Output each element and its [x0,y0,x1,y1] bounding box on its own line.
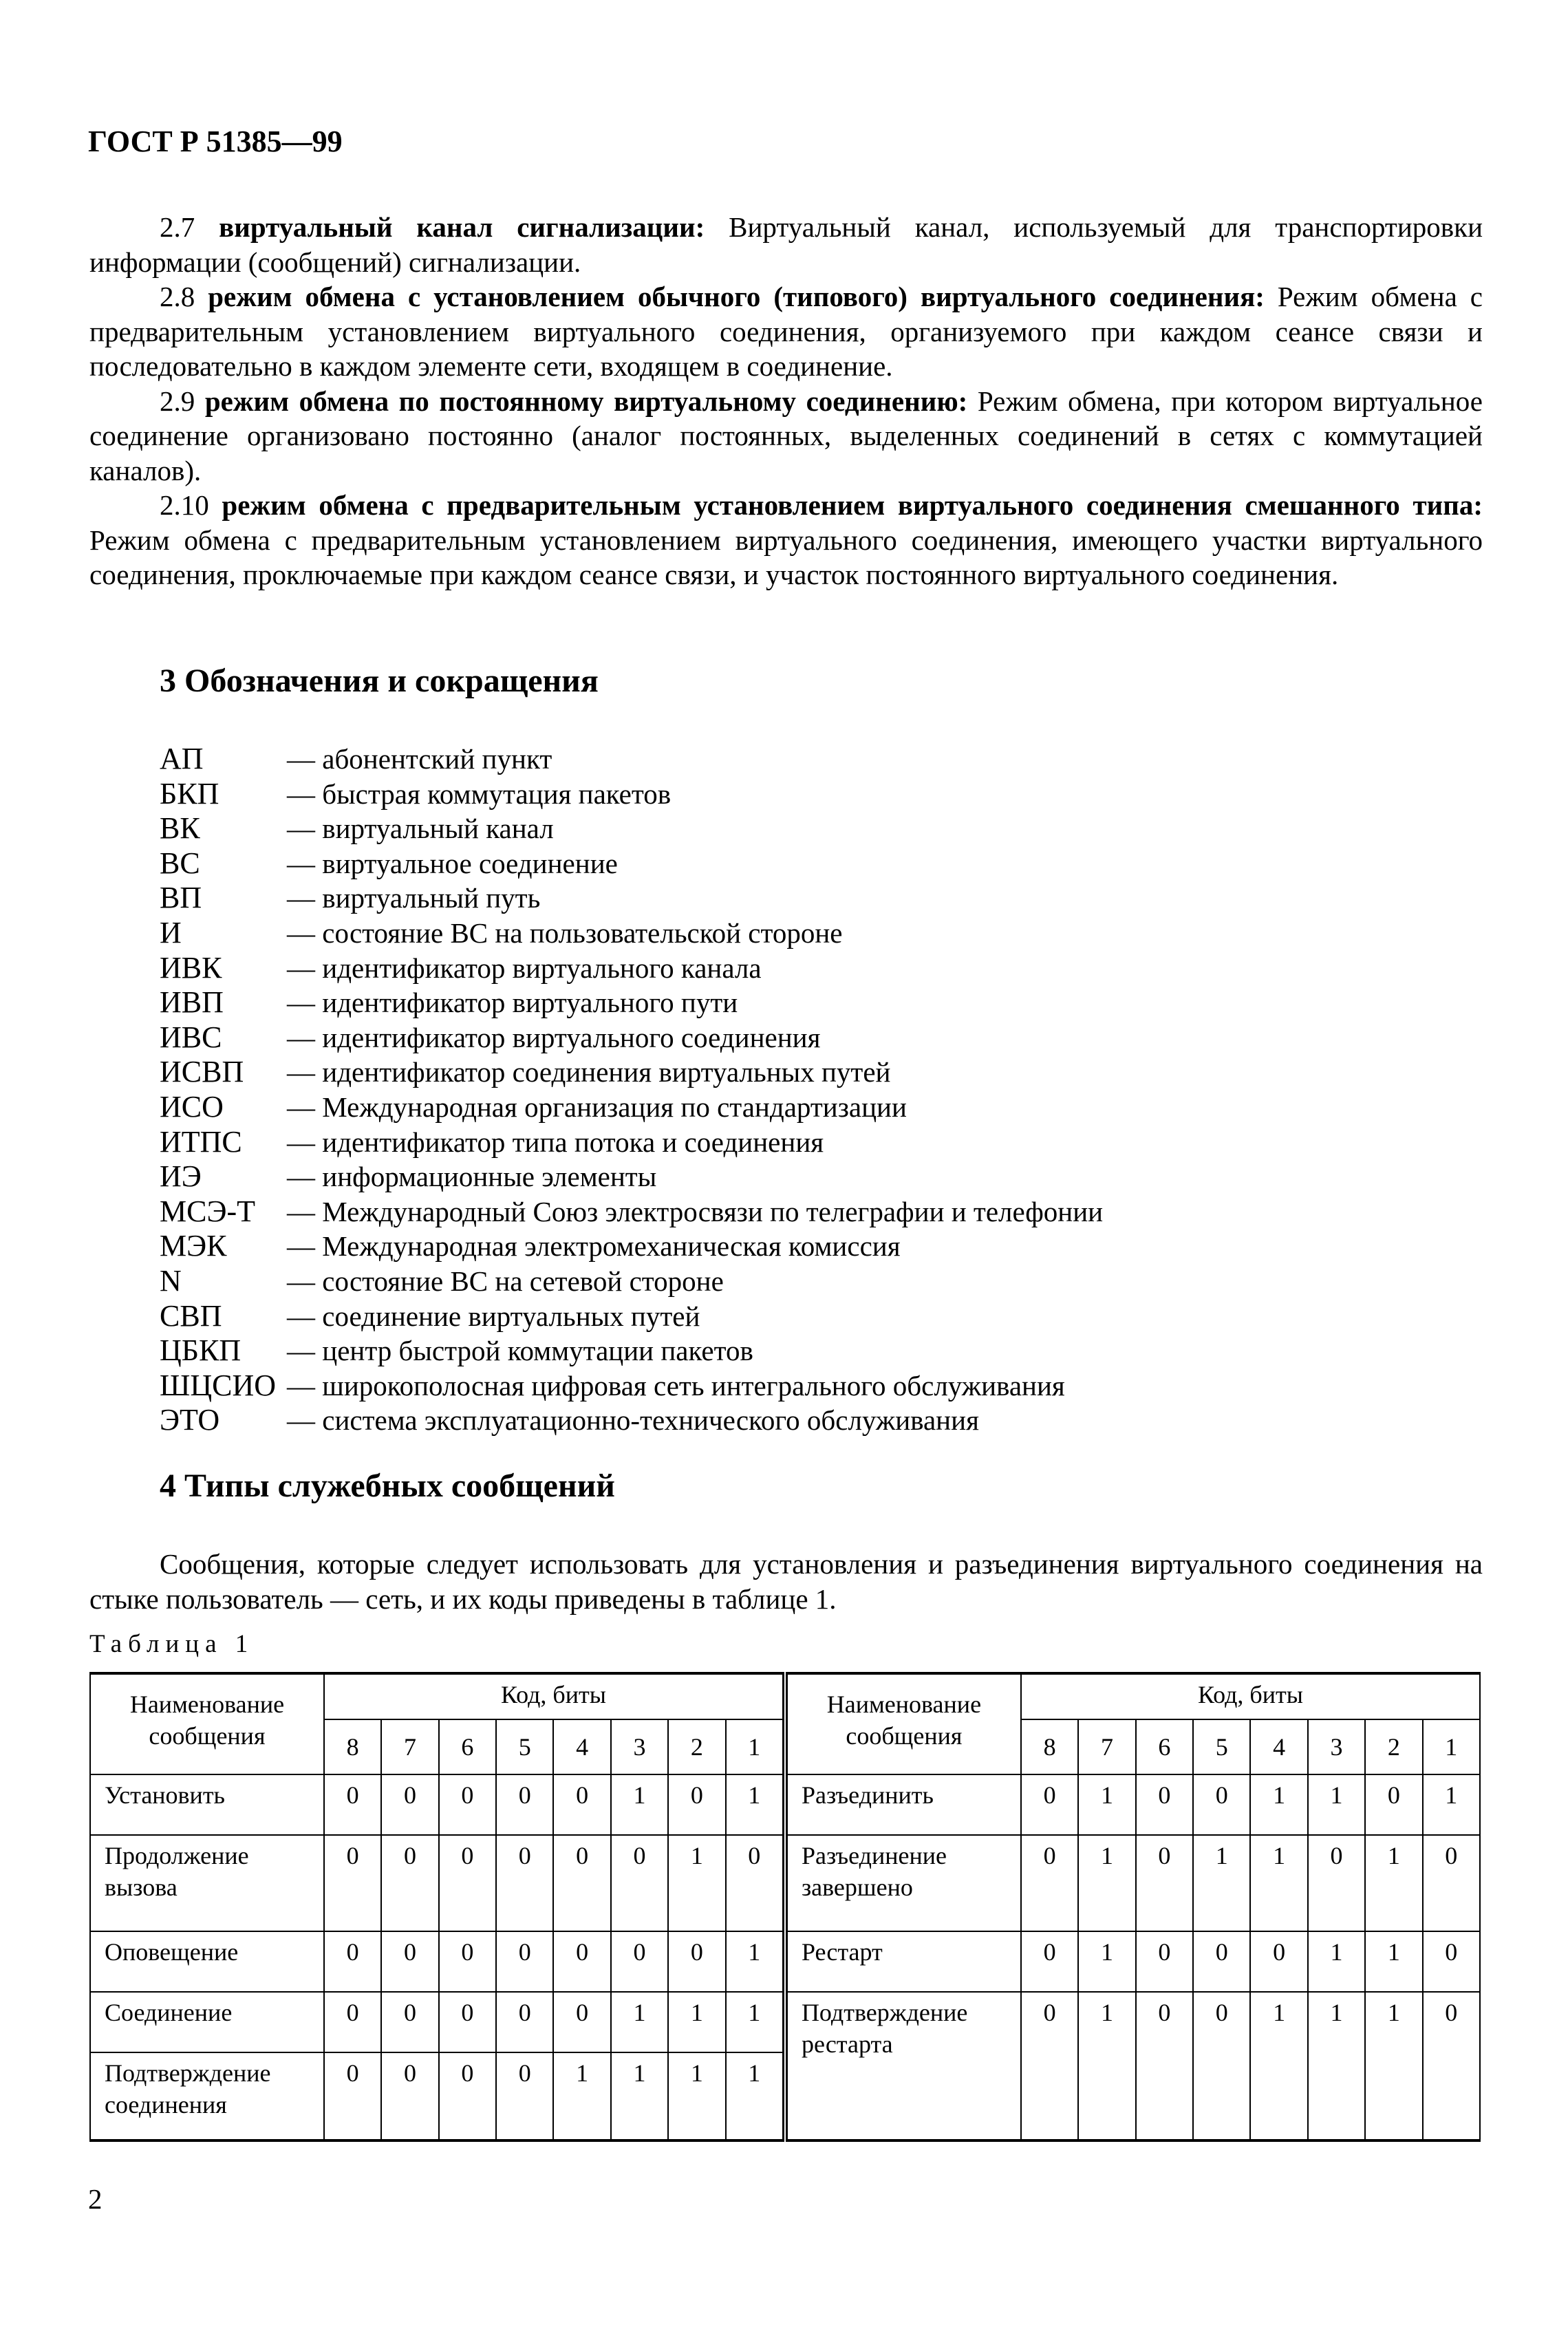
table-cell: 0 [381,1931,438,1992]
table-cell: 1 [1365,1835,1422,1931]
table-cell: 1 [611,1992,668,2052]
table-cell: 0 [496,2052,553,2140]
abbreviation-item [160,1194,1103,1230]
definition-text: Виртуальный канал, используемый для транспортировки информации (сообщений) сигнализации. [89,211,1483,278]
table-cell: 0 [439,1992,496,2052]
abbreviation-description: — соединение виртуальных путей [287,1300,700,1332]
definition-text: Режим обмена с предварительным установлением виртуального соединения, имеющего участки виртуального соединения, проключаемые при каждом сеансе связи, и участок постоянного виртуального соединения. [89,524,1483,590]
table-cell: 0 [1021,1835,1078,1931]
table-cell: 5 [496,1719,553,1774]
table-cell: 8 [1021,1719,1078,1774]
table-cell: Подтверждение соединения [90,2052,324,2140]
table-cell: Наименование сообщения [90,1673,324,1774]
table-cell: 1 [553,2052,610,2140]
table-cell: 1 [1365,1931,1422,1992]
abbreviation-description: — виртуальный путь [287,882,541,914]
table-cell: 1 [668,1992,725,2052]
table-cell: 0 [1193,1931,1250,1992]
table-cell: 1 [668,1835,725,1931]
abbreviation-item [160,1299,1103,1334]
definition-number: 2.9 [160,385,195,417]
table-cell: 0 [553,1931,610,1992]
table-cell: 0 [1423,1992,1481,2140]
section-4-title: 4 Типы служебных сообщений [160,1468,615,1504]
abbreviation-item [160,742,1103,777]
table-cell: 0 [1021,1931,1078,1992]
table-cell: 0 [1250,1931,1307,1992]
abbreviation-item [160,777,1103,812]
table-cell: 1 [1078,1835,1135,1931]
table-cell: 6 [1136,1719,1193,1774]
table-cell: 0 [381,1774,438,1835]
table-cell: 0 [553,1992,610,2052]
table-cell: 0 [1136,1931,1193,1992]
abbreviation-item [160,1159,1103,1194]
table-cell: 1 [611,1774,668,1835]
abbreviation: ЭТО [160,1403,220,1437]
table-cell: 0 [1365,1774,1422,1835]
table-cell: 0 [668,1931,725,1992]
table-cell: Установить [90,1774,324,1835]
table-cell: 0 [1136,1774,1193,1835]
definition-2-9 [89,384,1483,489]
abbreviation-item [160,1090,1103,1125]
table-cell: Рестарт [785,1931,1021,1992]
table-cell: 1 [611,2052,668,2140]
table-cell: 1 [726,1719,785,1774]
table-cell: 0 [324,1774,381,1835]
definitions [89,210,1483,592]
table-cell: 1 [1308,1992,1365,2140]
table-cell: Код, биты [324,1673,785,1719]
table-cell: 1 [1078,1931,1135,1992]
abbreviation-description: — система эксплуатационно-технического обслуживания [287,1404,979,1437]
abbreviation-item [160,1020,1103,1055]
abbreviation: И [160,915,182,949]
table-row [90,1931,1480,1992]
table-cell: 1 [1078,1992,1135,2140]
table-cell: 0 [1423,1931,1481,1992]
abbreviation-description: — виртуальное соединение [287,847,618,879]
definition-term: режим обмена с предварительным установлением виртуального соединения смешанного типа: [222,489,1483,521]
abbreviation-item [160,846,1103,881]
table-cell: 0 [1193,1774,1250,1835]
table-cell: 1 [726,2052,785,2140]
abbreviation-description: — центр быстрой коммутации пакетов [287,1335,753,1367]
table-cell: 0 [1308,1835,1365,1931]
table-cell: 8 [324,1719,381,1774]
table-row [90,1992,1480,2052]
table-cell: 1 [1250,1835,1307,1931]
table-cell: Разъединение завершено [785,1835,1021,1931]
page-number: 2 [88,2183,103,2215]
table-cell: 2 [1365,1719,1422,1774]
section-4-paragraph: Сообщения, которые следует использовать для установления и разъединения виртуального соединения на стыке пользователь — сеть, и их коды приведены в таблице 1. [89,1548,1483,1615]
message-codes-table [89,1672,1481,2142]
abbreviation-description: — абонентский пункт [287,743,552,775]
table-caption: Таблица 1 [89,1630,255,1658]
abbreviation-item [160,985,1103,1020]
abbreviation: МСЭ-Т [160,1194,256,1228]
table-cell: 0 [439,1835,496,1931]
definition-number: 2.10 [160,489,209,521]
table-cell: 1 [726,1992,785,2052]
table-cell: 3 [1308,1719,1365,1774]
table-cell: 0 [496,1931,553,1992]
abbreviation: ИВК [160,950,222,985]
table-cell: 1 [1250,1774,1307,1835]
abbreviation-description: — Международная организация по стандартизации [287,1091,907,1123]
table-cell: 0 [1423,1835,1481,1931]
table-cell: 1 [1250,1992,1307,2140]
abbreviation-description: — виртуальный канал [287,813,554,845]
abbreviation: ИСВП [160,1055,244,1089]
definition-text: Режим обмена, при котором виртуальное соединение организовано постоянно (аналог постоянных, выделенных соединений в сетях с коммутацией каналов). [89,385,1483,486]
table-cell: 0 [726,1835,785,1931]
abbreviation-item [160,951,1103,986]
abbreviation-description: — Международный Союз электросвязи по телеграфии и телефонии [287,1195,1104,1227]
table-cell: 0 [1021,1774,1078,1835]
abbreviation: АП [160,742,204,775]
document-header: ГОСТ Р 51385—99 [88,125,343,158]
abbreviation: ИЭ [160,1159,202,1194]
table-cell: 0 [553,1774,610,1835]
table-cell: 0 [496,1774,553,1835]
table-cell: 0 [381,1992,438,2052]
table-cell: 0 [611,1931,668,1992]
table-cell: 1 [668,2052,725,2140]
abbreviation-item [160,1264,1103,1299]
abbreviation-description: — идентификатор соединения виртуальных путей [287,1056,891,1088]
abbreviation-description: — идентификатор виртуального пути [287,987,738,1019]
definition-number: 2.8 [160,281,195,312]
table-cell: Подтверждение рестарта [785,1992,1021,2140]
table-cell: 6 [439,1719,496,1774]
table-cell: 0 [381,1835,438,1931]
table-cell: 0 [324,2052,381,2140]
table-cell: 1 [726,1931,785,1992]
abbreviation: ИСО [160,1089,224,1124]
table-cell: 0 [324,1992,381,2052]
table-cell: 4 [1250,1719,1307,1774]
abbreviation-description: — информационные элементы [287,1161,657,1193]
abbreviation-item [160,1333,1103,1369]
table-cell: 1 [1193,1835,1250,1931]
table-cell: 0 [1136,1992,1193,2140]
abbreviation-item [160,881,1103,916]
definition-2-7 [89,210,1483,279]
table-cell: Оповещение [90,1931,324,1992]
table-cell: 0 [1193,1992,1250,2140]
definition-term: виртуальный канал сигнализации: [219,211,705,243]
table-cell: 1 [1078,1774,1135,1835]
abbreviation-item [160,1403,1103,1438]
table-cell: Соединение [90,1992,324,2052]
table-cell: Код, биты [1021,1673,1480,1719]
table-cell: 1 [1365,1992,1422,2140]
table-cell: 1 [726,1774,785,1835]
abbreviation-description: — идентификатор виртуального канала [287,952,762,984]
table-cell: 5 [1193,1719,1250,1774]
table-cell: Продолжение вызова [90,1835,324,1931]
table-cell: 1 [1423,1719,1481,1774]
abbreviation: МЭК [160,1229,227,1263]
table-cell: Разъединить [785,1774,1021,1835]
abbreviation-item [160,1369,1103,1404]
table-cell: 0 [496,1992,553,2052]
table-cell: 7 [1078,1719,1135,1774]
table-cell: 0 [381,2052,438,2140]
table-cell: 0 [324,1835,381,1931]
abbreviation: ШЦСИО [160,1368,277,1402]
table-cell: 0 [553,1835,610,1931]
table-cell: 0 [324,1931,381,1992]
definition-number: 2.7 [160,211,195,243]
abbreviation-description: — состояние ВС на сетевой стороне [287,1265,724,1297]
abbreviation-list [160,742,1103,1438]
table-cell: 0 [1021,1992,1078,2140]
table-cell: 0 [439,2052,496,2140]
abbreviation: ВС [160,846,200,880]
abbreviation-item [160,1229,1103,1264]
table-cell: Наименование сообщения [785,1673,1021,1774]
table-cell: 0 [668,1774,725,1835]
abbreviation-item [160,1125,1103,1160]
abbreviation-item [160,1055,1103,1090]
table-cell: 0 [611,1835,668,1931]
definition-text: Режим обмена с предварительным установлением виртуального соединения, организуемого при каждом сеансе связи и последовательно в каждом элементе сети, входящем в соединение. [89,281,1483,382]
abbreviation: ИТПС [160,1124,242,1159]
table-cell: 0 [496,1835,553,1931]
abbreviation-description: — быстрая коммутация пакетов [287,777,672,810]
table-cell: 0 [439,1931,496,1992]
abbreviation: ИВС [160,1020,222,1054]
abbreviation-description: — идентификатор виртуального соединения [287,1021,821,1053]
abbreviation-description: — состояние ВС на пользовательской стороне [287,916,843,949]
table-cell: 1 [1423,1774,1481,1835]
section-3-title: 3 Обозначения и сокращения [160,663,599,699]
definition-2-8 [89,279,1483,384]
abbreviation: ИВП [160,985,224,1020]
definition-term: режим обмена по постоянному виртуальному соединению: [204,385,968,417]
table-cell: 1 [1308,1774,1365,1835]
table-cell: 4 [553,1719,610,1774]
table-cell: 0 [439,1774,496,1835]
abbreviation-item [160,811,1103,846]
abbreviation: ЦБКП [160,1333,241,1368]
table-cell: 7 [381,1719,438,1774]
table-cell: 3 [611,1719,668,1774]
abbreviation: СВП [160,1298,222,1333]
abbreviation: ВК [160,811,200,846]
abbreviation: ВП [160,881,202,915]
definition-2-10 [89,488,1483,592]
table-row [90,1835,1480,1931]
abbreviation-item [160,916,1103,951]
table-cell: 1 [1308,1931,1365,1992]
abbreviation-description: — Международная электромеханическая комиссия [287,1230,901,1263]
abbreviation-description: — идентификатор типа потока и соединения [287,1126,824,1158]
abbreviation: N [160,1263,182,1298]
table-cell: 0 [1136,1835,1193,1931]
definition-term: режим обмена с установлением обычного (типового) виртуального соединения: [208,281,1265,312]
abbreviation: БКП [160,776,219,811]
abbreviation-description: — широкополосная цифровая сеть интегрального обслуживания [287,1369,1065,1402]
table-cell: 2 [668,1719,725,1774]
table-row [90,1774,1480,1835]
